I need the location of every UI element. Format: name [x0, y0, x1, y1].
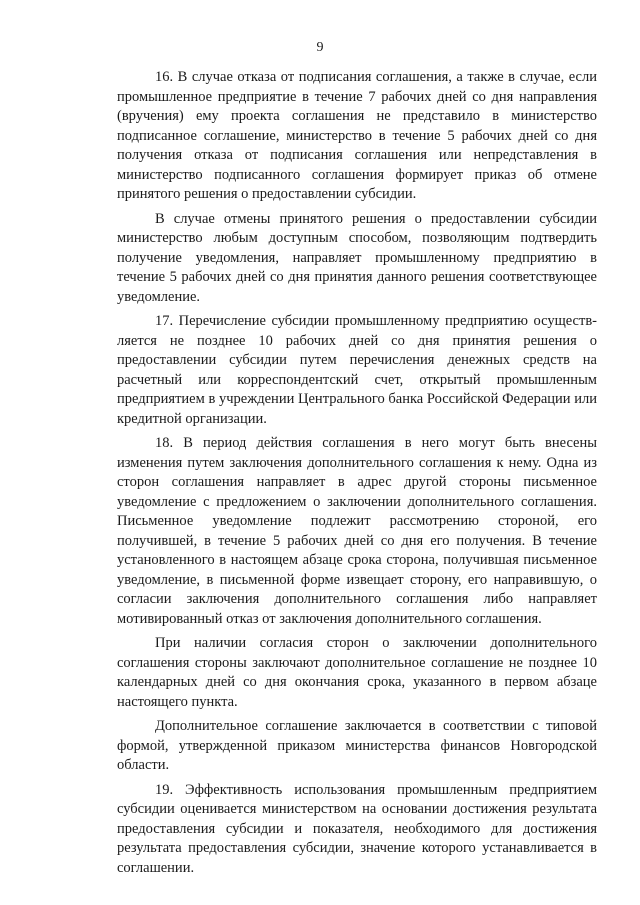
paragraph-16: 16. В случае отказа от подписания соглашения, а также в случае, если промышленное предприятие в течение 7 рабочих дней со дня направления (вручения) ему проекта соглашения не представило в министерство подписанное соглашение, министерство в течение 5 рабочих дней со дня получения отказа от подписания соглашения или непредставления в министерство подписанного соглашения формирует приказ об отмене принятого решения о предоставлении субсидии.	[117, 69, 597, 202]
paragraph-18: 18. В период действия соглашения в него могут быть внесены изменения путем заключения дополнительного соглашения к нему. Одна из сторон соглашения направляет в адрес другой стороны письменное уведомление с предложением о заключении дополнительного соглашения. Письменное уведомление подлежит рассмотрению стороной, его получившей, в течение 5 рабочих дней со дня его получения. В течение установленного в настоящем абзаце срока сторона, получившая письменное уведомление, в письменной форме извещает сторону, его направившую, о согласии заключения дополнительного соглашения либо направляет мотивированный отказ от заключения дополнительного соглашения.	[117, 435, 597, 627]
page-number: 9	[316, 40, 324, 55]
paragraph-18-standard-form: Дополнительное соглашение заключается в соответствии с типовой формой, утвержденной приказом министерства финансов Новгородской области.	[117, 718, 597, 773]
document-body	[117, 68, 597, 878]
paragraph-18-agreement-consent: При наличии согласия сторон о заключении дополнительного соглашения стороны заключают дополнительное соглашение не позднее 10 календарных дней со дня окончания срока, указанного в первом абзаце настоящего пункта.	[117, 635, 597, 710]
paragraph-16-subsidy-cancellation: В случае отмены принятого решения о предоставлении субсидии министерство любым доступным способом, позволяющим подтвердить получение уведомления, направляет промышленному предприятию в течение 5 рабочих дней со дня принятия данного решения соответствующее уведомление.	[117, 210, 597, 305]
paragraph-19: 19. Эффективность использования промышленным предприятием субсидии оценивается министерством на основании достижения результата предоставления субсидии и показателя, необходимого для достижения результата предоставления субсидии, значение которого устанавливается в соглашении.	[117, 781, 597, 876]
paragraph-17: 17. Перечисление субсидии промышленному предприятию осуществ-ляется не позднее 10 рабочих дней со дня принятия решения о предоставлении субсидии путем перечисления денежных средств на расчетный или корреспондентский счет, открытый промышленным предприятием в учреждении Центрального банка Российской Федерации или кредитной организации.	[117, 313, 597, 427]
